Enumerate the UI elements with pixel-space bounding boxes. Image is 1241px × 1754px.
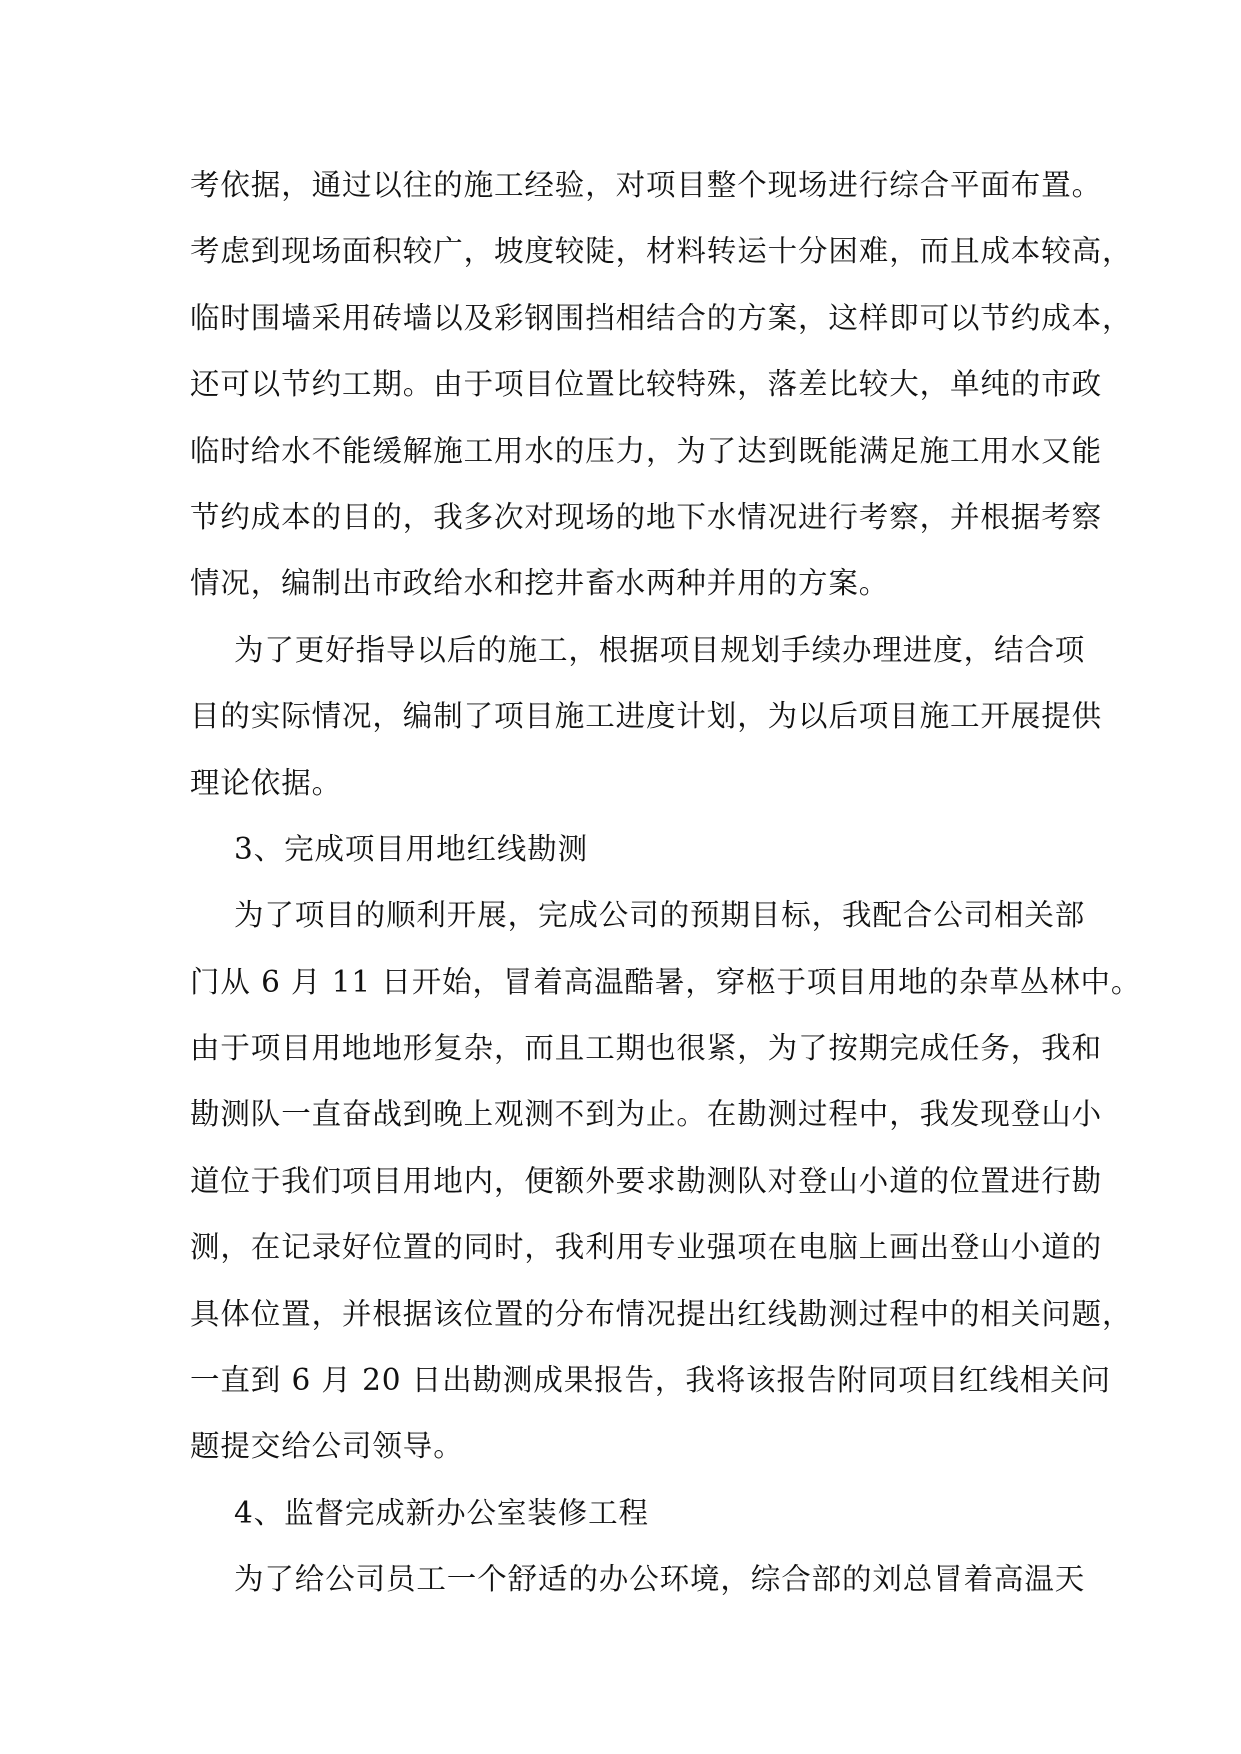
text-line: 门从 6 月 11 日开始，冒着高温酷暑，穿柩于项目用地的杂草丛林中。 [190, 964, 1142, 999]
text-line: 具体位置，并根据该位置的分布情况提出红线勘测过程中的相关问题， [190, 1296, 1133, 1331]
section-heading: 3、完成项目用地红线勘测 [234, 831, 589, 866]
text-line: 目的实际情况，编制了项目施工进度计划，为以后项目施工开展提供 [190, 699, 1103, 734]
text-line: 理论依据。 [190, 765, 343, 800]
document-body [190, 152, 1142, 1613]
paragraph-first-line: 为了更好指导以后的施工，根据项目规划手续办理进度，结合项 [234, 632, 1086, 667]
text-line: 考依据，通过以往的施工经验，对项目整个现场进行综合平面布置。 [190, 168, 1103, 202]
text-line: 还可以节约工期。由于项目位置比较特殊，落差比较大，单纯的市政 [190, 367, 1103, 402]
text-line: 临时给水不能缓解施工用水的压力，为了达到既能满足施工用水又能 [190, 433, 1103, 468]
text-line: 考虑到现场面积较广，坡度较陡，材料转运十分困难，而且成本较高， [190, 234, 1133, 269]
section-heading: 4、监督完成新办公室装修工程 [234, 1495, 649, 1530]
text-line: 节约成本的目的，我多次对现场的地下水情况进行考察，并根据考察 [190, 499, 1103, 534]
paragraph-first-line: 为了给公司员工一个舒适的办公环境，综合部的刘总冒着高温天 [234, 1562, 1086, 1597]
text-line: 勘测队一直奋战到晚上观测不到为止。在勘测过程中，我发现登山小 [190, 1097, 1103, 1132]
paragraph-first-line: 为了项目的顺利开展，完成公司的预期目标，我配合公司相关部 [234, 898, 1086, 933]
text-line: 测，在记录好位置的同时，我利用专业强项在电脑上画出登山小道的 [190, 1230, 1103, 1265]
text-line: 情况，编制出市政给水和挖井畜水两种并用的方案。 [190, 566, 890, 601]
text-line: 临时围墙采用砖墙以及彩钢围挡相结合的方案，这样即可以节约成本， [190, 300, 1133, 335]
text-line: 题提交给公司领导。 [190, 1429, 464, 1464]
text-line: 一直到 6 月 20 日出勘测成果报告，我将该报告附同项目红线相关问 [190, 1363, 1111, 1398]
text-line: 道位于我们项目用地内，便额外要求勘测队对登山小道的位置进行勘 [190, 1163, 1103, 1198]
text-line: 由于项目用地地形复杂，而且工期也很紧，为了按期完成任务，我和 [190, 1031, 1103, 1066]
